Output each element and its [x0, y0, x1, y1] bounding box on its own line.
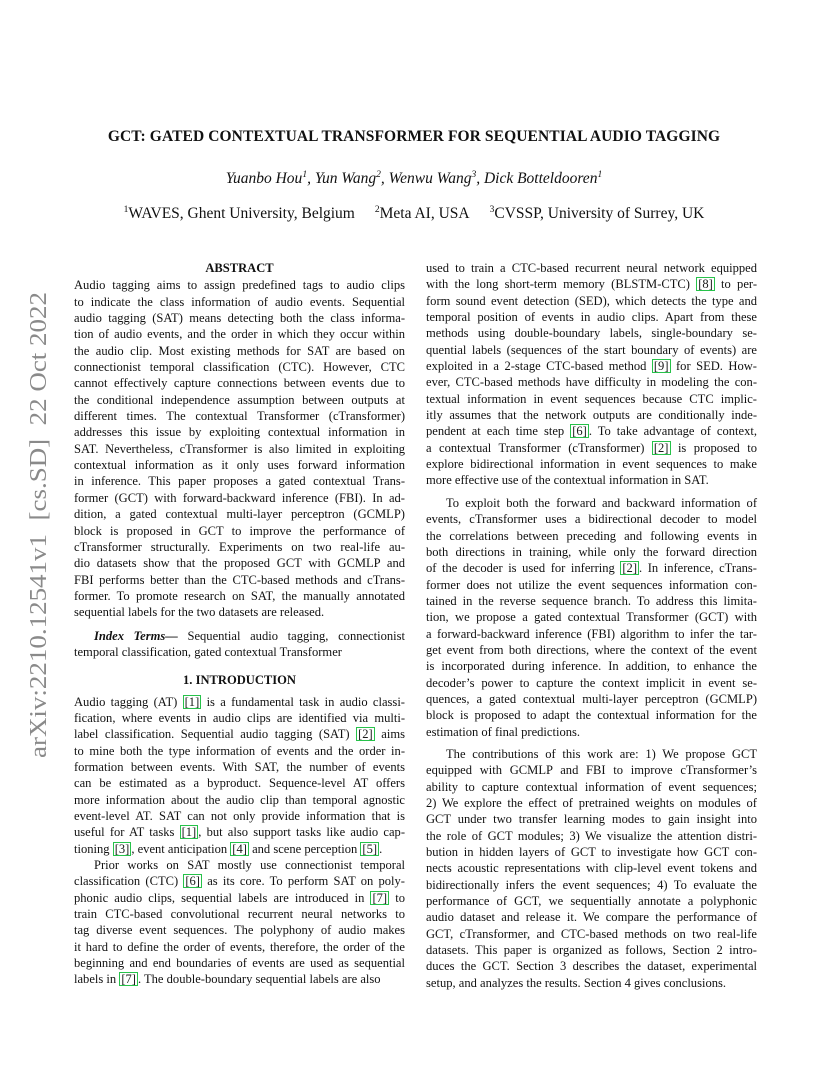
text-line: to mine both the type information of events and the order in-: [74, 743, 405, 758]
text-line: GCT, cTransformer, and CTC-based methods on two real-life: [426, 926, 757, 941]
text-line: quences, a gated contextual multi-layer perceptron (GCMLP): [426, 691, 757, 706]
intro-paragraph-2: [74, 857, 405, 988]
citation-link[interactable]: [7]: [372, 890, 388, 905]
text-line: useful for AT tasks [1] , but also support tasks like audio cap-: [74, 825, 405, 840]
citation-link[interactable]: [2]: [358, 727, 373, 742]
citation-link[interactable]: [4]: [232, 841, 247, 856]
author-affiliation-mark: 1: [597, 170, 603, 180]
text-line: datasets. This paper is organized as follows, Section 2 intro-: [426, 943, 757, 958]
paper-title: GCT: GATED CONTEXTUAL TRANSFORMER FOR SEQUENTIAL AUDIO TAGGING: [107, 128, 721, 145]
text-line: to indicate the class information of audio events. Sequential: [74, 294, 405, 309]
text-line: exploited in a 2-stage CTC-based method [9] for SED. How-: [426, 359, 757, 374]
text-line: more effective use of the contextual information in SAT.: [426, 473, 709, 488]
text-line: addresses this issue by exploiting contextual information in: [74, 425, 405, 440]
citation-link[interactable]: [6]: [572, 424, 587, 439]
text-line: train CTC-based convolutional recurrent neural networks to: [74, 907, 405, 922]
text-line: dio datasets show that the proposed GCT with GCMLP and: [74, 556, 405, 571]
right-column: [426, 260, 757, 991]
text-line: audio dataset and release it. We compare the performance of: [426, 910, 757, 925]
text-line: a contextual Transformer (cTransformer) [2] is proposed to: [426, 440, 757, 455]
text-line: To exploit both the forward and backward information of: [446, 495, 757, 510]
text-line: quential labels (sequences of the start boundary of events) are: [426, 342, 757, 357]
text-line: the role of GCT modules; 3) We visualize the attention distri-: [426, 828, 757, 843]
text-line: form sound event detection (SED), which detects the type and: [426, 293, 757, 308]
text-line: sequential labels for the two datasets are released.: [74, 605, 325, 620]
text-line: FBI performs better than the CTC-based methods and cTrans-: [74, 572, 405, 587]
text-line: former (GCT) with forward-backward inference (FBI). In ad-: [74, 490, 405, 505]
text-line: Prior works on SAT mostly use connectionist temporal: [94, 858, 405, 873]
text-line: connectionist temporal classification (CTC). However, CTC: [74, 360, 405, 375]
author-name: Dick Botteldooren: [483, 170, 598, 187]
text-line: former. To promote research on SAT, the manually annotated: [74, 588, 405, 603]
text-line: block is proposed to adapt the contextual information for the: [426, 708, 757, 723]
text-line: tained in the reverse sequence branch. To address this limita-: [426, 593, 757, 608]
text-line: 2) We explore the effect of pretrained weights on modules of: [426, 796, 757, 810]
affiliation: [375, 205, 470, 222]
citation-link[interactable]: [7]: [121, 972, 136, 987]
text-line: a forward-backward inference (FBI) algorithm to infer the tar-: [426, 626, 757, 641]
author-affiliation-mark: 2: [376, 170, 381, 180]
text-line: cTransformer structurally. Experiments on two real-life au-: [74, 539, 405, 554]
intro-paragraph-1: [74, 694, 405, 857]
text-line: it hard to define the order of events, therefore, the order of the: [74, 939, 405, 954]
right-paragraph-2: [426, 495, 757, 740]
citation-link[interactable]: [2]: [622, 561, 638, 576]
citation-link[interactable]: [1]: [181, 825, 197, 840]
text-line: GCT under two transfer learning modes to gain insight into: [426, 812, 757, 827]
text-line: fication, where events in audio clips are identified via multi-: [74, 710, 405, 725]
text-line: with the long short-term memory (BLSTM-CTC) [8] to per-: [426, 277, 757, 292]
citation-link[interactable]: [3]: [114, 841, 130, 856]
text-line: ever, CTC-based methods have difficulty in modeling the con-: [426, 375, 757, 390]
abstract-heading: ABSTRACT: [205, 261, 274, 275]
text-line: setup, and analyzes the results. Section 4 gives conclusions.: [426, 975, 727, 990]
text-line: methods using double-boundary labels, single-boundary se-: [426, 326, 757, 341]
affiliation: [490, 205, 705, 222]
text-line: classification (CTC) [6] as its core. To perform SAT on poly-: [74, 874, 405, 889]
abstract-body: [74, 277, 405, 620]
arxiv-stamp: [16, 290, 56, 760]
text-line: ability to capture contextual information of event sequences;: [426, 779, 757, 794]
affiliation-list: [0, 205, 828, 223]
affiliation-name: CVSSP, University of Surrey, UK: [494, 205, 705, 222]
text-line: bution in hidden layers of GCT to investigate how GCT con-: [426, 845, 757, 860]
text-line: pendent at each time step [6] . To take advantage of context,: [426, 424, 757, 439]
affiliation: [124, 205, 355, 222]
text-line: more information about the audio clip than temporal agnostic: [74, 792, 405, 807]
citation-link[interactable]: [6]: [185, 874, 200, 889]
text-line: cannot effectively capture connections between events due to: [74, 376, 405, 391]
text-line: equipped with GCMLP and FBI to improve cTransformer’s: [426, 763, 757, 778]
text-line: can be estimated as a byproduct. Sequence-level AT offers: [74, 776, 405, 791]
citation-link[interactable]: [9]: [653, 359, 669, 374]
text-line: temporal position of events in audio clips. Apart from these: [426, 310, 757, 325]
text-line: former does not utilize the event sequences information con-: [426, 577, 757, 592]
text-line: block is proposed in GCT to improve the performance of: [74, 523, 405, 538]
text-line: explore bidirectional information in event sequences to make: [426, 457, 757, 472]
author-name: Yun Wang: [314, 170, 377, 187]
citation-link[interactable]: [5]: [362, 841, 378, 856]
text-line: contextual information as it only uses forward information: [74, 458, 405, 473]
author-affiliation-mark: 3: [471, 170, 477, 180]
citation-link[interactable]: [8]: [698, 277, 713, 292]
arxiv-stamp-svg: [16, 290, 56, 760]
text-line: decoder’s power to capture the context implicit in event se-: [426, 675, 757, 690]
author-name: Yuanbo Hou: [225, 170, 303, 187]
text-line: the conditional independence assumption between outputs at: [74, 392, 405, 407]
text-line: used to train a CTC-based recurrent neural network equipped: [426, 261, 757, 275]
text-line: tag diverse event sequences. The polyphony of audio makes: [74, 923, 405, 938]
author-name: Wenwu Wang: [388, 170, 472, 187]
affiliation-mark: 3: [489, 205, 495, 215]
text-line: events, cTransformer uses a bidirectional decoder to model: [426, 512, 757, 527]
affiliation-name: WAVES, Ghent University, Belgium: [128, 205, 355, 222]
text-line: phonic audio clips, sequential labels are introduced in [7] to: [74, 890, 405, 905]
text-line: is incorporated during inference. In addition, to enhance the: [426, 659, 757, 674]
text-line: bidirectionally infers the event sequences; 4) To evaluate the: [426, 877, 757, 892]
affiliation-name: Meta AI, USA: [379, 205, 470, 222]
index-terms: [74, 628, 405, 661]
text-line: The contributions of this work are: 1) We propose GCT: [446, 746, 757, 761]
left-column: [74, 260, 405, 988]
text-line: of the decoder is used for inferring [2] . In inference, cTrans-: [426, 561, 757, 576]
text-line: beginning and end boundaries of events are used as sequential: [74, 956, 405, 971]
text-line: the audio clip. Most existing methods for SAT are based on: [74, 343, 405, 358]
text-line: tion, we propose a gated contextual Transformer (GCT) with: [426, 610, 757, 625]
text-line: SAT. Nevertheless, cTransformer is also limited in exploiting: [74, 441, 405, 456]
text-line: get event from both directions, where the context of the event: [426, 642, 757, 657]
text-line: formation between events. With SAT, the number of events: [74, 759, 405, 774]
affiliation-mark: 1: [123, 205, 129, 215]
text-line: label classification. Sequential audio tagging (SAT) [2] aims: [74, 727, 405, 742]
text-line: event-level AT. SAT can not only provide information that is: [74, 809, 405, 823]
text-line: itly assumes that the network outputs are conditionally inde-: [426, 408, 757, 423]
text-line: tion of audio events, and the order in which they occur within: [74, 327, 405, 342]
text-line: duces the GCT. Section 3 describes the dataset, experimental: [426, 959, 757, 974]
author-list: Yuanbo Hou$^1$, Yun Wang$^2$, Wenwu Wang$^3$, Dick Botteldooren$^1$: [225, 170, 603, 187]
text-line: both directions in training, while only the forward direction: [426, 544, 757, 559]
text-line: nects acoustic representations with clip-level event tokens and: [426, 861, 757, 876]
right-paragraph-3: [426, 746, 757, 991]
text-line: audio tagging (SAT) means detecting both the class informa-: [74, 311, 405, 326]
text-line: estimation of final predictions.: [426, 724, 581, 739]
text-line: the correlations between preceding and following events in: [426, 528, 757, 543]
text-line: textual information in event sequences because CTC implic-: [426, 391, 757, 406]
text-line: performance of GCT, we sequentially annotate a polyphonic: [426, 894, 757, 909]
text-line: in inference. This paper proposes a gated contextual Trans-: [74, 474, 405, 489]
index-terms-text-cont: temporal classification, gated contextual Transformer: [74, 644, 342, 659]
text-line: different times. The contextual Transformer (cTransformer): [74, 409, 405, 424]
affiliation-mark: 2: [374, 205, 380, 215]
text-line: Audio tagging (AT) [1] is a fundamental task in audio classi-: [74, 694, 405, 709]
arxiv-identifier: arXiv:2210.12541v1 [cs.SD] 22 Oct 2022: [25, 334, 52, 758]
text-line: dition, a gated contextual multi-layer perceptron (GCMLP): [74, 507, 405, 522]
text-line: labels in [7] . The double-boundary sequential labels are also: [74, 972, 381, 987]
text-line: Audio tagging aims to assign predefined tags to audio clips: [74, 278, 405, 293]
citation-link[interactable]: [1]: [184, 694, 200, 709]
intro-heading: 1. INTRODUCTION: [183, 673, 296, 688]
citation-link[interactable]: [2]: [653, 440, 669, 455]
right-paragraph-1: [426, 260, 757, 489]
author-affiliation-mark: 1: [302, 170, 308, 180]
text-line: tioning [3] , event anticipation [4] and scene perception [5] .: [74, 841, 383, 856]
index-terms-label: Index Terms—: [94, 628, 178, 643]
index-terms-text: Sequential audio tagging, connectionist: [187, 628, 405, 643]
